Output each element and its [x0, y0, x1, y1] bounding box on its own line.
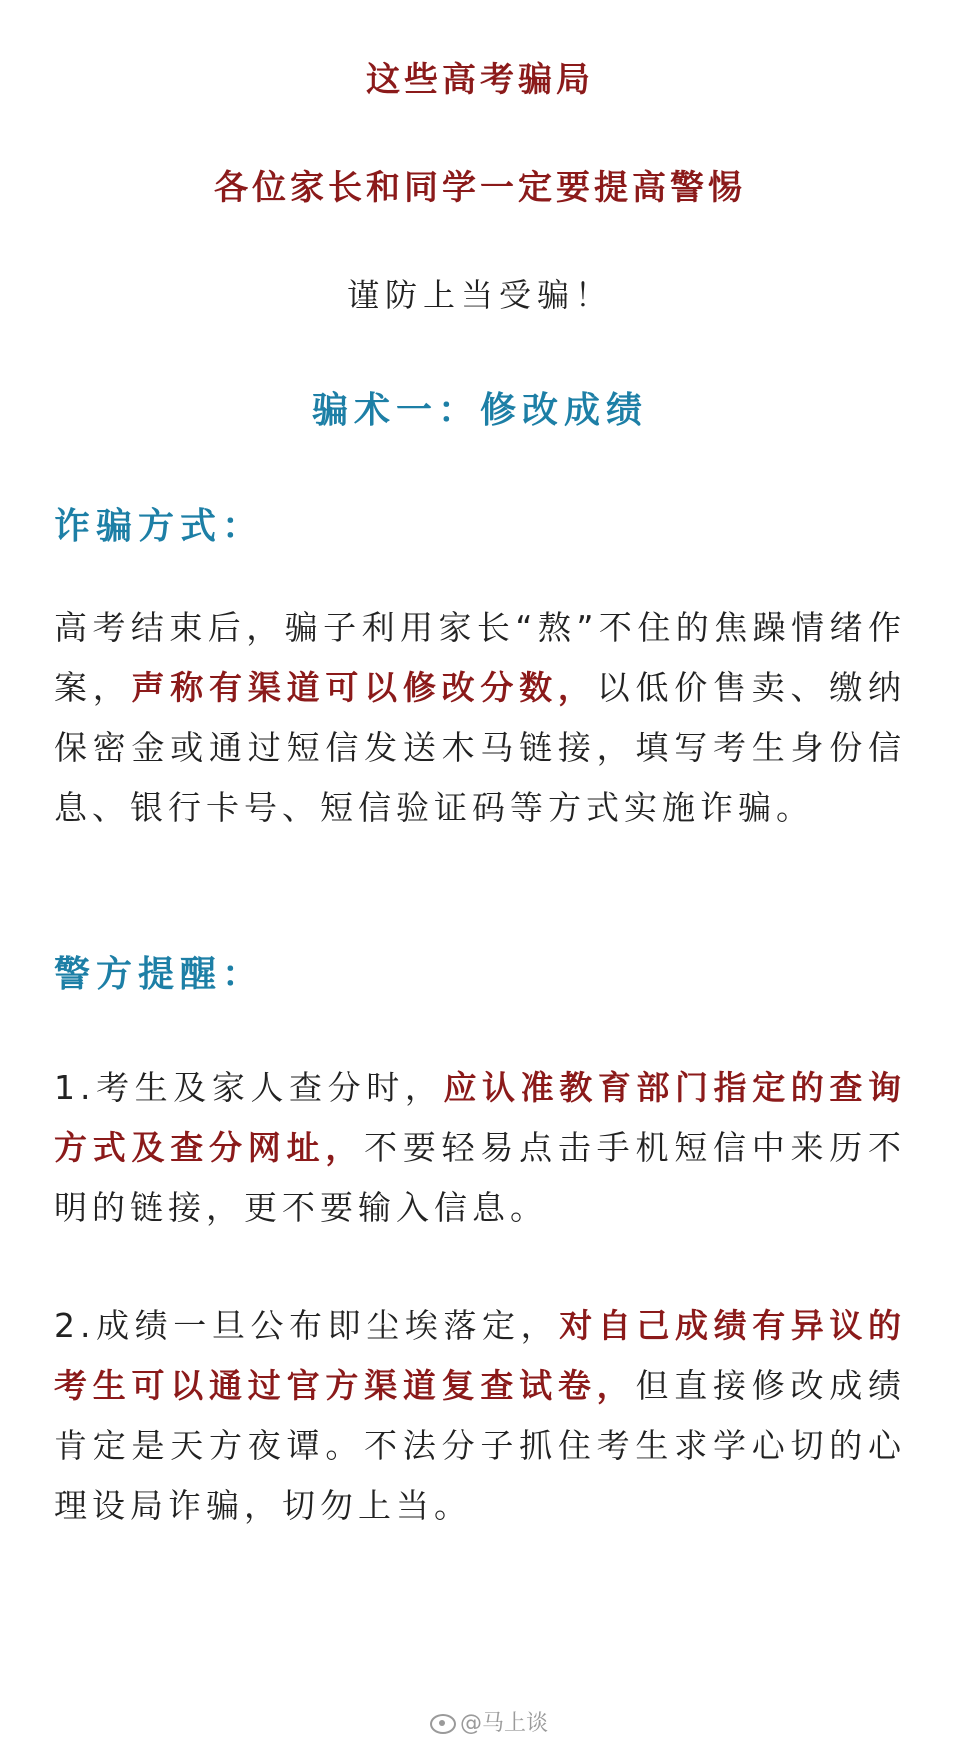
tip-1-before: 1.考生及家人查分时，: [54, 1068, 444, 1107]
tip-1-paragraph: [54, 1058, 906, 1238]
tip-2-before: 2.成绩一旦公布即尘埃落定，: [54, 1306, 560, 1345]
method-paragraph: [54, 598, 906, 838]
watermark: [430, 1706, 548, 1737]
section-heading: 骗术一：修改成绩: [311, 390, 648, 431]
subtitle: 谨防上当受骗！: [346, 276, 613, 314]
tip-1-after: 不要轻易点击手机短信中来历不明的链接，更不要输入信息。: [54, 1128, 907, 1227]
method-text-highlight: 声称有渠道可以修改分数，: [131, 668, 597, 707]
method-label: 诈骗方式：: [54, 506, 265, 547]
method-text-after: 以低价售卖、缴纳保密金或通过短信发送木马链接，填写考生身份信息、银行卡号、短信验证码等方式实施诈骗。: [54, 668, 907, 827]
title-line-1: 这些高考骗局: [366, 60, 594, 100]
tip-2-after: 但直接修改成绩肯定是天方夜谭。不法分子抓住考生求学心切的心理设局诈骗，切勿上当。: [54, 1366, 907, 1525]
title-line-2: 各位家长和同学一定要提高警惕: [214, 168, 746, 208]
tip-2-highlight: 对自己成绩有异议的考生可以通过官方渠道复查试卷，: [54, 1306, 906, 1405]
watermark-text: @马上谈: [460, 1711, 549, 1736]
weibo-icon: [430, 1714, 456, 1734]
police-label: 警方提醒：: [54, 954, 265, 995]
tip-1-highlight: 应认准教育部门指定的查询方式及查分网址，: [54, 1068, 907, 1167]
tip-2-paragraph: [54, 1296, 906, 1536]
method-text-before: 高考结束后，骗子利用家长“熬”不住的焦躁情绪作案，: [54, 608, 906, 707]
